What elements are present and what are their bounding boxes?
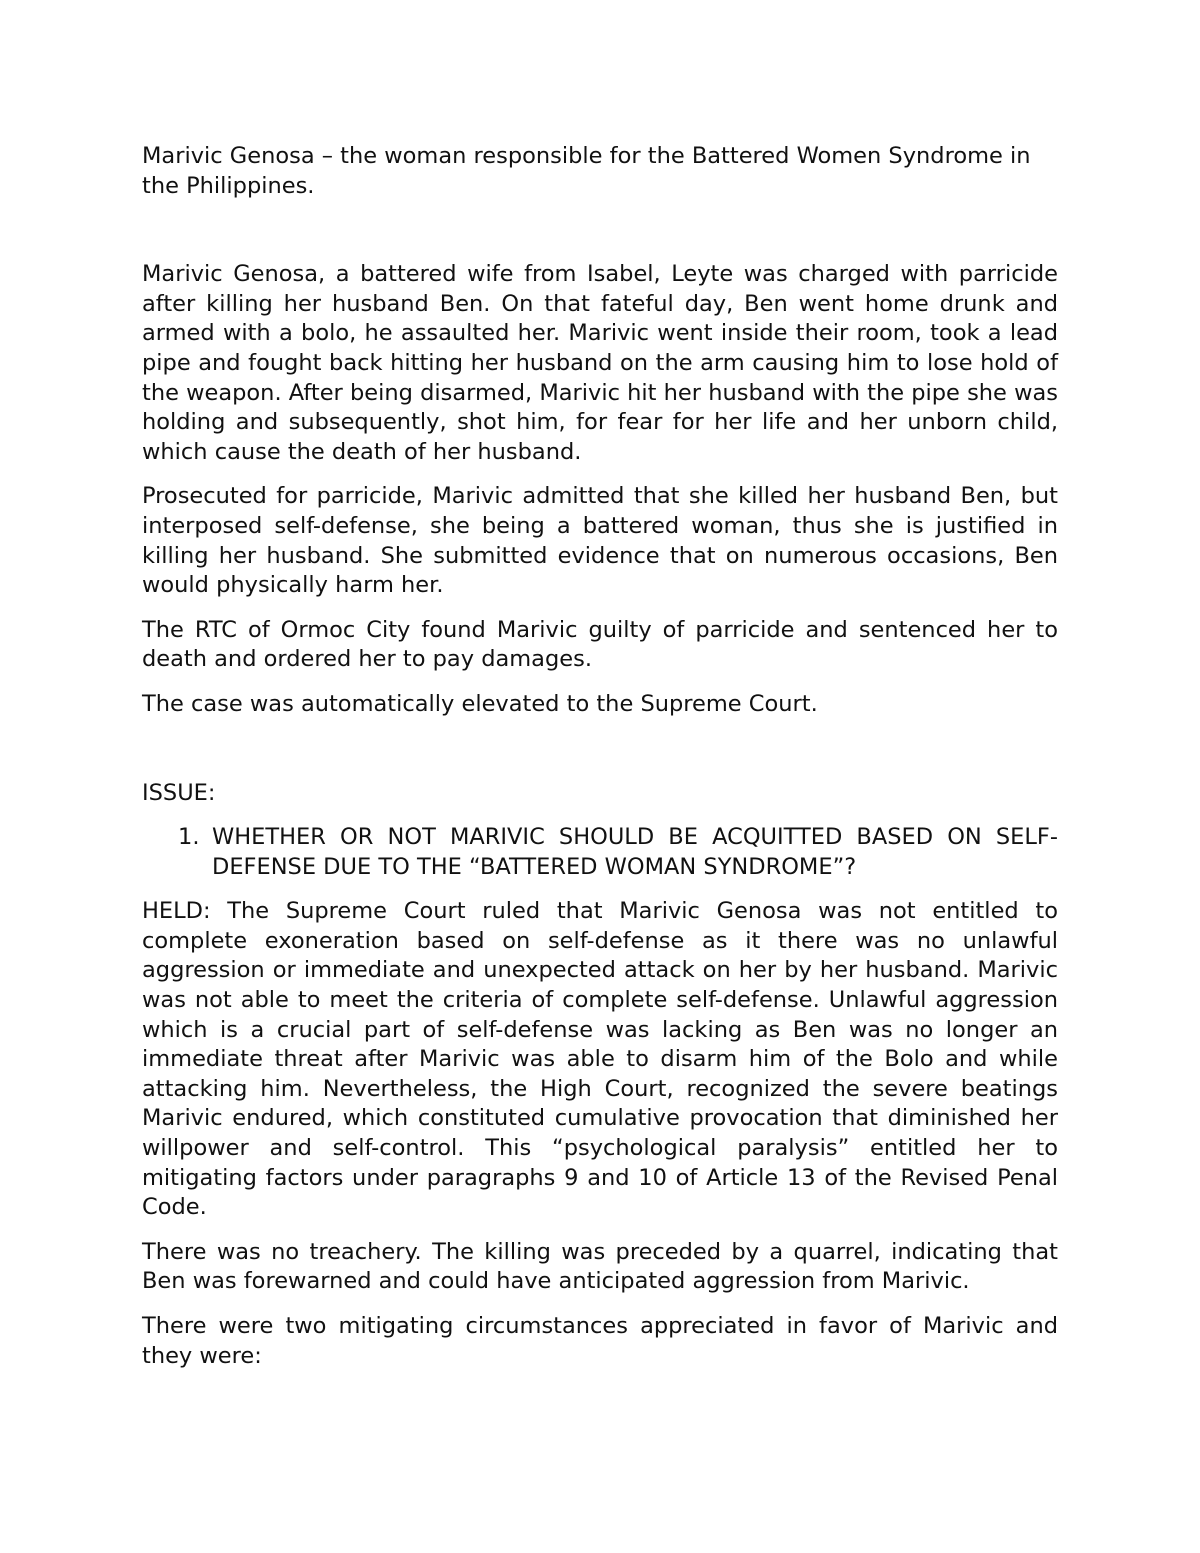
treachery-paragraph: There was no treachery. The killing was preceded by a quarrel, indicating that Ben was forewarned and could have anticipated aggression from Marivic. xyxy=(142,1238,1058,1295)
blank-gap xyxy=(142,201,1058,260)
issue-text: WHETHER OR NOT MARIVIC SHOULD BE ACQUITTED BASED ON SELF-DEFENSE DUE TO THE “BATTERED WOMAN SYNDROME”? xyxy=(212,824,1058,880)
held-paragraph: HELD: The Supreme Court ruled that Marivic Genosa was not entitled to complete exoneration based on self-defense as it there was no unlawful aggression or immediate and unexpected attack on her by her husband. Marivic was not able to meet the criteria of complete self-defense. Unlawful aggression which is a crucial part of self-defense was lacking as Ben was no longer an immediate threat after Marivic was able to disarm him of the Bolo and while attacking him. Nevertheless, the High Court, recognized the severe beatings Marivic endured, which constituted cumulative provocation that diminished her willpower and self-control. This “psychological paralysis” entitled her to mitigating factors under paragraphs 9 and 10 of Article 13 of the Revised Penal Code. xyxy=(142,898,1058,1221)
issue-item xyxy=(142,823,1058,882)
issue-number: 1. xyxy=(178,824,200,851)
facts-paragraph-1: Marivic Genosa, a battered wife from Isabel, Leyte was charged with parricide after killing her husband Ben. On that fateful day, Ben went home drunk and armed with a bolo, he assaulted her. Marivic went inside their room, took a lead pipe and fought back hitting her husband on the arm causing him to lose hold of the weapon. After being disarmed, Marivic hit her husband with the pipe she was holding and subsequently, shot him, for fear for her life and her unborn child, which cause the death of her husband. xyxy=(142,261,1058,465)
document-page xyxy=(142,142,1058,1371)
mitigating-paragraph: There were two mitigating circumstances appreciated in favor of Marivic and they were: xyxy=(142,1313,1058,1369)
facts-paragraph-4: The case was automatically elevated to the Supreme Court. xyxy=(142,690,818,717)
issue-heading: ISSUE: xyxy=(142,779,216,806)
document-title: Marivic Genosa – the woman responsible for the Battered Women Syndrome in the Philippines. xyxy=(142,143,1031,199)
facts-paragraph-3: The RTC of Ormoc City found Marivic guilty of parricide and sentenced her to death and ordered her to pay damages. xyxy=(142,616,1058,673)
issue-list xyxy=(142,823,1058,882)
blank-gap xyxy=(142,720,1058,779)
facts-paragraph-2: Prosecuted for parricide, Marivic admitted that she killed her husband Ben, but interposed self-defense, she being a battered woman, thus she is justified in killing her husband. She submitted evidence that on numerous occasions, Ben would physically harm her. xyxy=(142,483,1058,599)
